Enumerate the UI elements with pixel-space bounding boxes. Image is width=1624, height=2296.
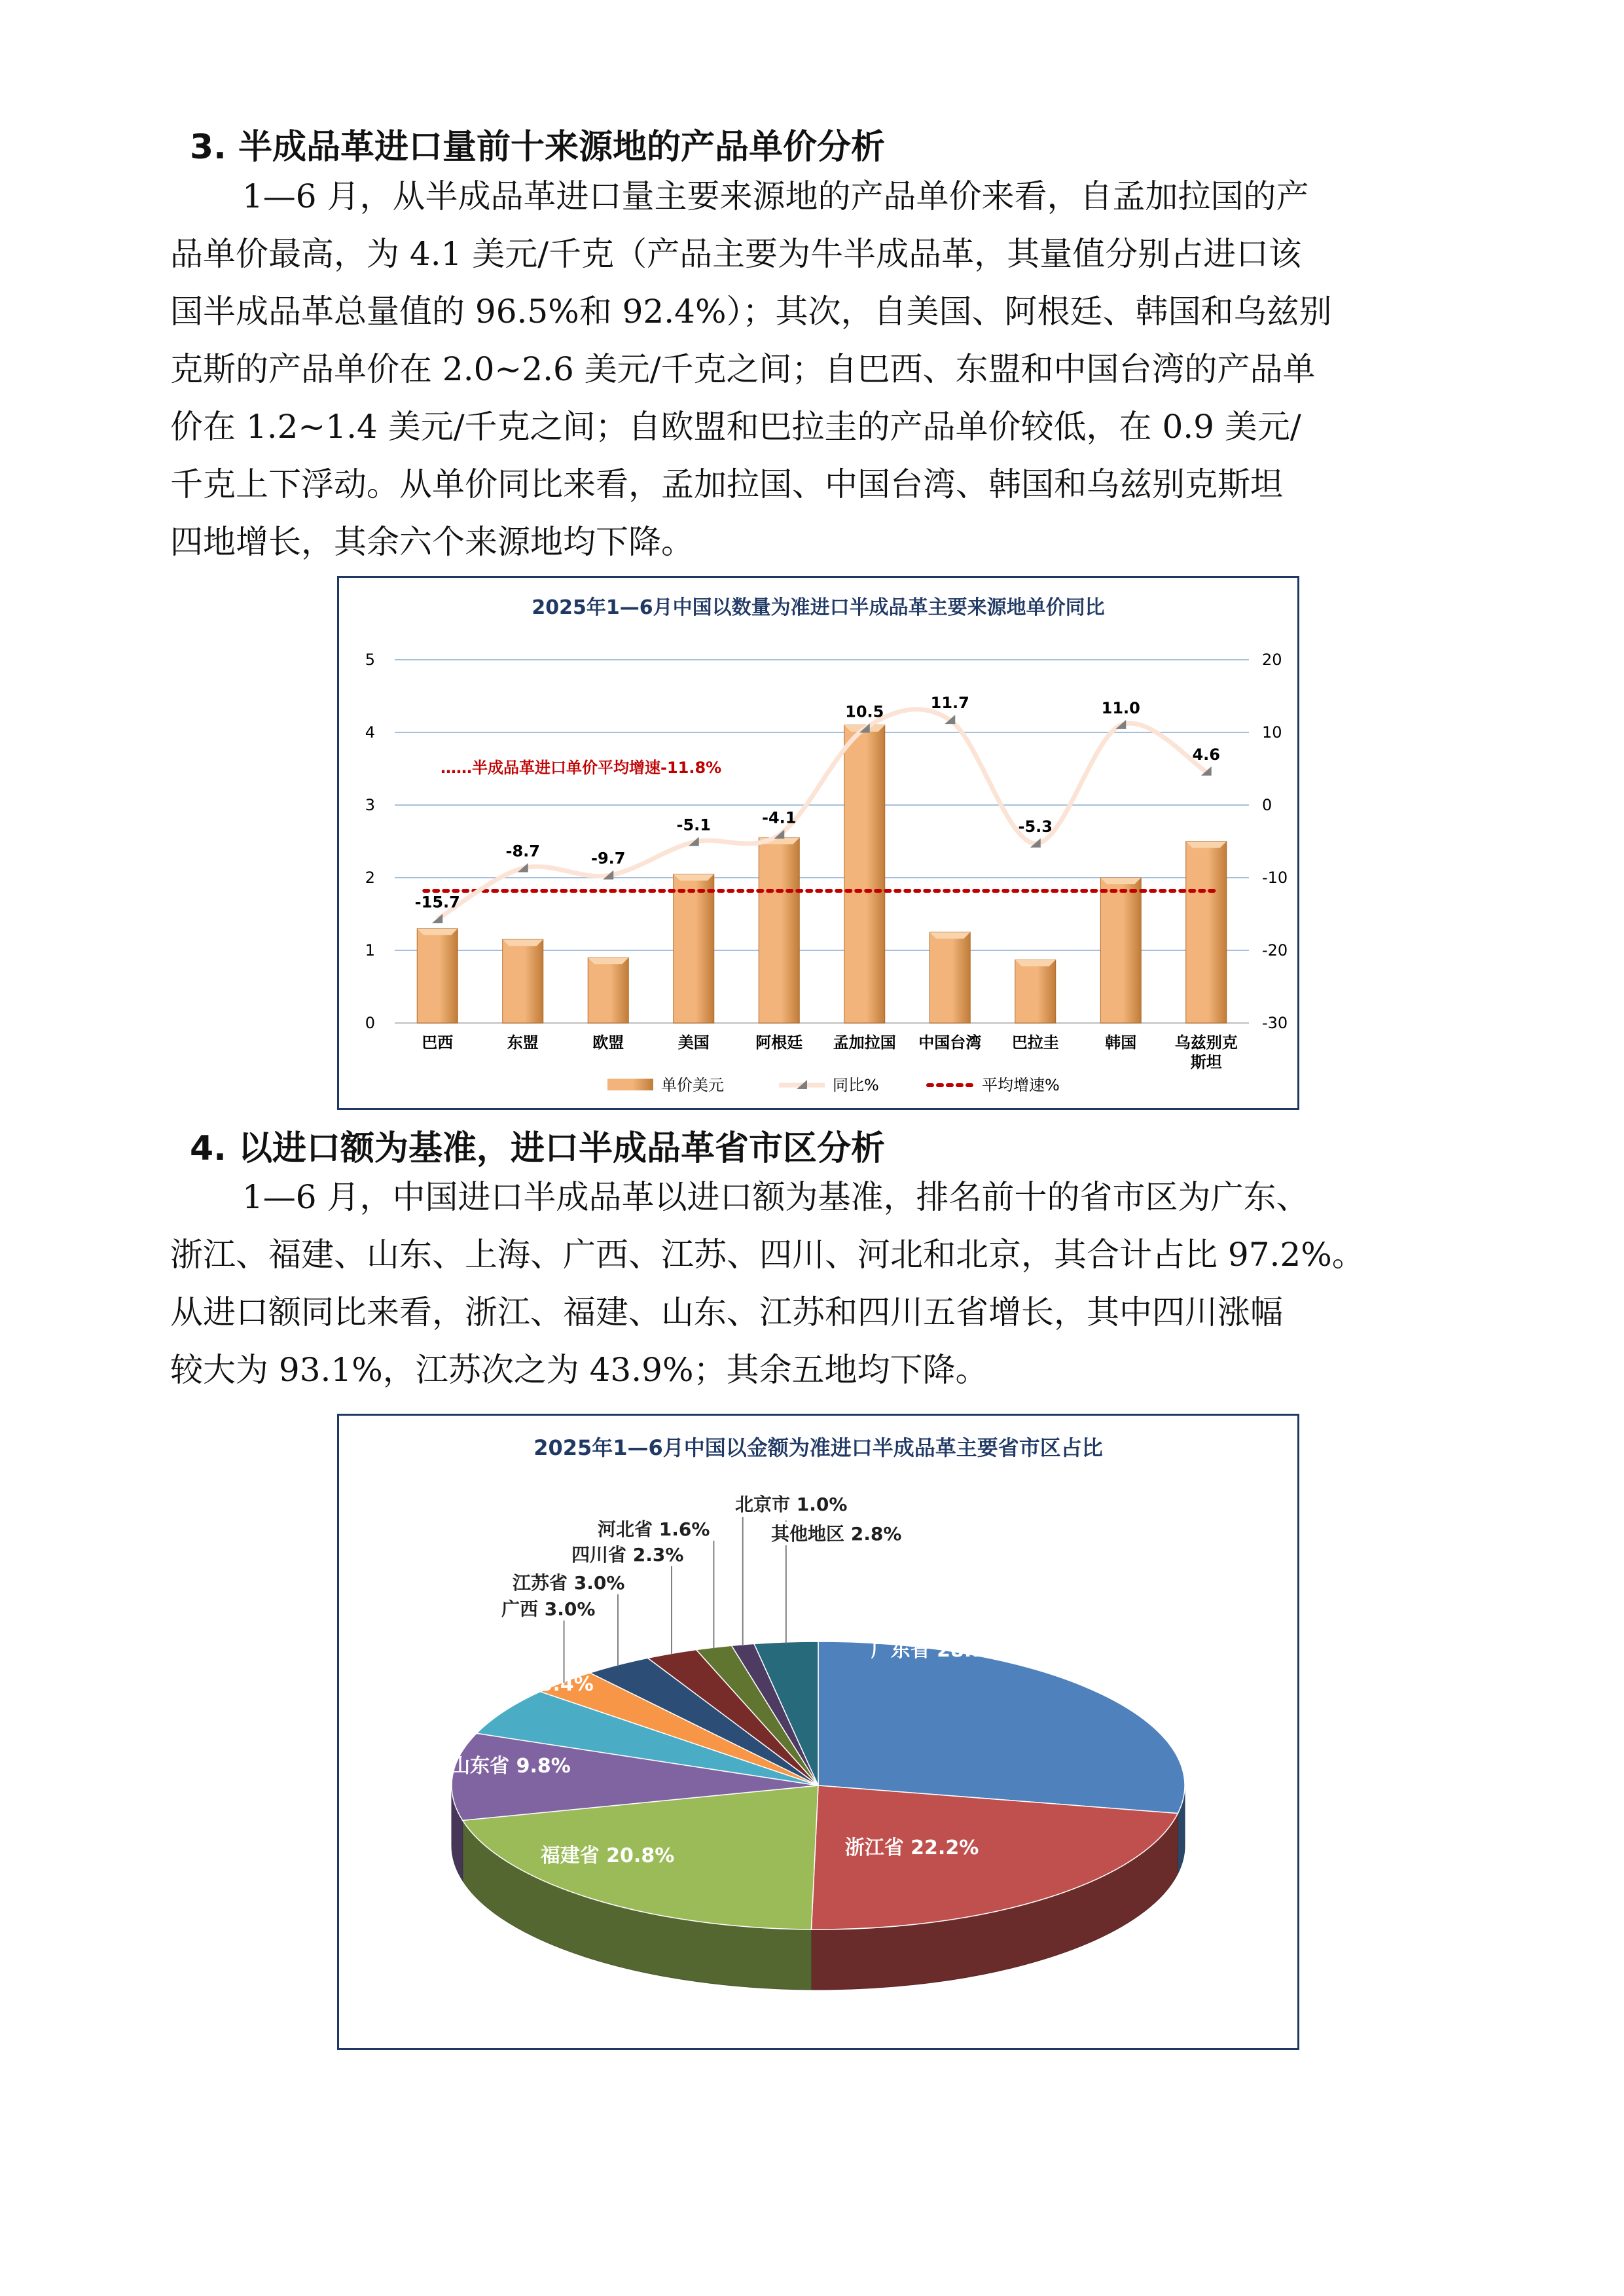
paragraph-line: 价在 1.2~1.4 美元/千克之间；自欧盟和巴拉圭的产品单价较低，在 0.9 美元/ bbox=[170, 408, 1301, 446]
pie-data-label: 江苏省 3.0% bbox=[513, 1572, 625, 1594]
legend-label: 同比% bbox=[833, 1076, 879, 1094]
bar-top-bevel bbox=[674, 874, 714, 880]
section-4-heading: 4. 以进口额为基准，进口半成品革省市区分析 bbox=[190, 1129, 886, 1168]
paragraph-line: 克斯的产品单价在 2.0~2.6 美元/千克之间；自巴西、东盟和中国台湾的产品单 bbox=[170, 350, 1316, 388]
bar bbox=[929, 932, 970, 1023]
yoy-data-label: 4.6 bbox=[1192, 745, 1221, 764]
yoy-data-label: -15.7 bbox=[414, 893, 460, 912]
category-label: 巴西 bbox=[422, 1033, 454, 1052]
chart-title: 2025年1—6月中国以金额为准进口半成品革主要省市区占比 bbox=[533, 1435, 1103, 1460]
category-label: 东盟 bbox=[507, 1033, 539, 1052]
bar bbox=[417, 929, 458, 1023]
category-label: 阿根廷 bbox=[755, 1033, 803, 1052]
paragraph-line: 较大为 93.1%，江苏次之为 43.9%；其余五地均下降。 bbox=[170, 1351, 988, 1389]
paragraph-line: 从进口额同比来看，浙江、福建、山东、江苏和四川五省增长，其中四川涨幅 bbox=[170, 1293, 1283, 1331]
category-label: 美国 bbox=[677, 1033, 710, 1052]
pie-data-label: 上海市 5.4% bbox=[473, 1673, 594, 1696]
y-right-tick-label: 0 bbox=[1262, 796, 1272, 814]
category-label: 韩国 bbox=[1105, 1033, 1137, 1052]
yoy-data-label: 11.7 bbox=[930, 694, 969, 713]
bar bbox=[1186, 842, 1227, 1024]
paragraph-line: 1—6 月，从半成品革进口量主要来源地的产品单价来看，自孟加拉国的产 bbox=[242, 177, 1309, 215]
unit-price-chart-svg bbox=[339, 578, 1297, 1108]
bar-top-bevel bbox=[503, 939, 543, 946]
category-label: 巴拉圭 bbox=[1011, 1033, 1059, 1052]
bar-top-bevel bbox=[588, 958, 628, 964]
bar-top-bevel bbox=[1100, 878, 1141, 884]
y-left-tick-label: 0 bbox=[365, 1014, 375, 1032]
yoy-data-label: -5.3 bbox=[1018, 817, 1053, 836]
paragraph-line: 国半成品革总量值的 96.5%和 92.4%）；其次，自美国、阿根廷、韩国和乌兹别 bbox=[170, 293, 1332, 331]
y-right-tick-label: 20 bbox=[1262, 651, 1282, 669]
y-right-tick-label: -10 bbox=[1262, 869, 1288, 887]
yoy-data-label: 11.0 bbox=[1101, 698, 1140, 717]
bar bbox=[844, 725, 885, 1023]
yoy-data-label: -8.7 bbox=[505, 842, 540, 861]
yoy-data-label: 10.5 bbox=[845, 702, 884, 721]
category-label: 孟加拉国 bbox=[833, 1033, 896, 1052]
category-label: 中国台湾 bbox=[918, 1033, 982, 1052]
pie-data-label: 浙江省 22.2% bbox=[844, 1837, 979, 1859]
bar-top-bevel bbox=[1186, 842, 1227, 848]
y-right-tick-label: -30 bbox=[1262, 1014, 1288, 1032]
section-3-paragraph bbox=[170, 168, 1466, 571]
chart-title: 2025年1—6月中国以数量为准进口半成品革主要来源地单价同比 bbox=[532, 596, 1105, 619]
paragraph-line: 四地增长，其余六个来源地均下降。 bbox=[170, 523, 694, 561]
category-label: 欧盟 bbox=[592, 1033, 624, 1052]
y-left-tick-label: 5 bbox=[365, 651, 375, 669]
unit-price-chart bbox=[337, 576, 1299, 1110]
bar-top-bevel bbox=[1015, 960, 1056, 966]
paragraph-line: 1—6 月，中国进口半成品革以进口额为基准，排名前十的省市区为广东、 bbox=[242, 1178, 1309, 1216]
bar bbox=[759, 838, 799, 1023]
pie-data-label: 广东省 28.1% bbox=[871, 1639, 1005, 1662]
paragraph-line: 品单价最高，为 4.1 美元/千克（产品主要为牛半成品革，其量值分别占进口该 bbox=[170, 235, 1302, 273]
pie-data-label: 其他地区 2.8% bbox=[771, 1523, 902, 1545]
province-share-chart-svg bbox=[339, 1416, 1297, 2048]
paragraph-line: 浙江、福建、山东、上海、广西、江苏、四川、河北和北京，其合计占比 97.2%。 bbox=[170, 1236, 1365, 1274]
pie-slice bbox=[818, 1641, 1185, 1814]
y-left-tick-label: 4 bbox=[365, 723, 375, 742]
pie-data-label: 北京市 1.0% bbox=[735, 1494, 848, 1515]
bar bbox=[588, 958, 628, 1023]
average-annotation: ……半成品革进口单价平均增速-11.8% bbox=[441, 759, 722, 777]
yoy-data-label: -5.1 bbox=[676, 816, 711, 834]
y-left-tick-label: 3 bbox=[365, 796, 375, 814]
pie-data-label: 福建省 20.8% bbox=[540, 1844, 675, 1867]
section-4-paragraph bbox=[170, 1168, 1466, 1399]
section-3-heading: 3. 半成品革进口量前十来源地的产品单价分析 bbox=[190, 128, 886, 167]
y-left-tick-label: 2 bbox=[365, 869, 375, 887]
pie-data-label: 河北省 1.6% bbox=[598, 1518, 710, 1540]
yoy-data-label: -9.7 bbox=[591, 849, 626, 868]
bar-top-bevel bbox=[929, 932, 970, 939]
category-label: 斯坦 bbox=[1190, 1053, 1222, 1071]
yoy-data-label: -4.1 bbox=[762, 808, 797, 827]
province-share-chart bbox=[337, 1414, 1299, 2050]
bar bbox=[1100, 878, 1141, 1023]
pie-data-label: 四川省 2.3% bbox=[571, 1544, 684, 1566]
yoy-line bbox=[437, 709, 1206, 920]
bar bbox=[674, 874, 714, 1023]
pie-data-label: 广西 3.0% bbox=[501, 1598, 596, 1620]
y-right-tick-label: 10 bbox=[1262, 723, 1282, 742]
legend-label: 平均增速% bbox=[982, 1076, 1060, 1094]
paragraph-line: 千克上下浮动。从单价同比来看，孟加拉国、中国台湾、韩国和乌兹别克斯坦 bbox=[170, 465, 1283, 503]
legend-swatch-bar bbox=[607, 1079, 653, 1090]
bar-top-bevel bbox=[417, 929, 458, 935]
bar bbox=[503, 939, 543, 1023]
pie-data-label: 山东省 9.8% bbox=[450, 1755, 571, 1778]
bar bbox=[1015, 960, 1056, 1023]
y-right-tick-label: -20 bbox=[1262, 941, 1288, 960]
y-left-tick-label: 1 bbox=[365, 941, 375, 960]
category-label: 乌兹别克 bbox=[1174, 1033, 1238, 1052]
legend-label: 单价美元 bbox=[661, 1076, 724, 1094]
